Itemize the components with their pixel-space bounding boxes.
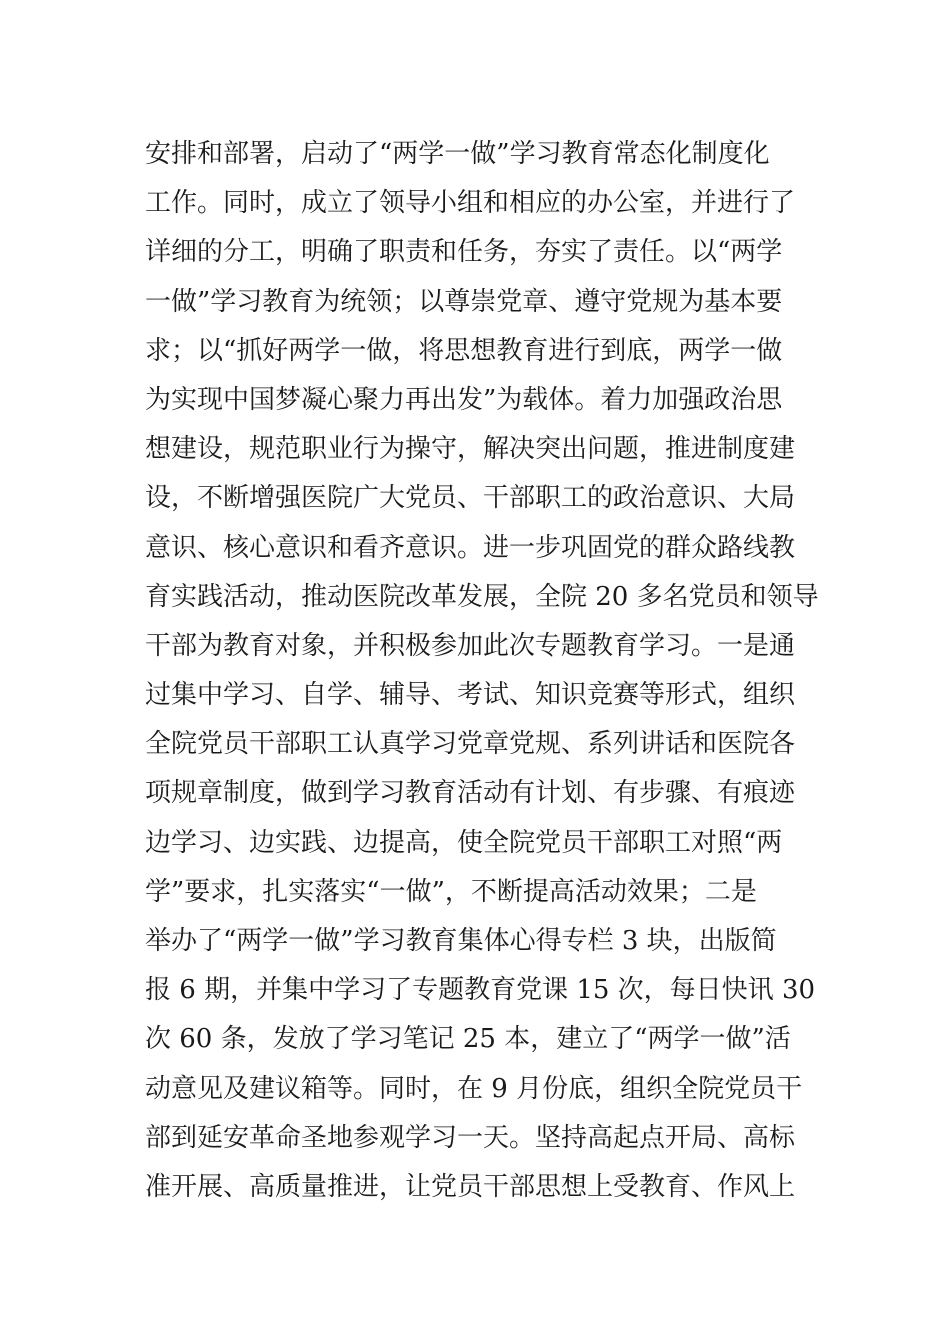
text-line-2: 工作。同时，成立了领导小组和相应的办公室，并进行了 [145,188,796,219]
text-line-7: 想建设，规范职业行为操守，解决突出问题，推进制度建 [145,434,796,465]
text-line-19: 次 60 条，发放了学习笔记 25 本，建立了“两学一做”活 [145,1024,791,1055]
text-line-1: 安排和部署，启动了“两学一做”学习教育常态化制度化 [145,139,770,169]
text-line-14: 项规章制度，做到学习教育活动有计划、有步骤、有痕迹 [145,778,796,809]
text-line-16: 学”要求，扎实落实“一做”，不断提高活动效果；二是 [145,876,757,907]
text-line-18: 报 6 期，并集中学习了专题教育党课 15 次，每日快讯 30 [145,975,816,1006]
text-line-8: 设，不断增强医院广大党员、干部职工的政治意识、大局 [145,483,796,514]
text-line-5: 求；以“抓好两学一做，将思想教育进行到底，两学一做 [145,335,783,366]
text-line-4: 一做”学习教育为统领；以尊崇党章、遵守党规为基本要 [145,286,783,317]
text-line-20: 动意见及建议箱等。同时，在 9 月份底，组织全院党员干 [145,1073,803,1104]
text-line-12: 过集中学习、自学、辅导、考试、知识竞赛等形式，组织 [145,680,796,711]
text-line-15: 边学习、边实践、边提高，使全院党员干部职工对照“两 [145,827,783,858]
text-line-11: 干部为教育对象，并积极参加此次专题教育学习。一是通 [145,630,796,661]
text-line-22: 准开展、高质量推进，让党员干部思想上受教育、作风上 [145,1171,796,1202]
body-paragraph [145,130,819,1212]
text-line-10: 育实践活动，推动医院改革发展，全院 20 多名党员和领导 [145,581,819,612]
text-line-9: 意识、核心意识和看齐意识。进一步巩固党的群众路线教 [145,532,796,563]
text-line-6: 为实现中国梦凝心聚力再出发”为载体。着力加强政治思 [145,384,783,415]
text-line-13: 全院党员干部职工认真学习党章党规、系列讲话和医院各 [145,729,796,760]
text-line-21: 部到延安革命圣地参观学习一天。坚持高起点开局、高标 [145,1122,796,1153]
text-line-3: 详细的分工，明确了职责和任务，夯实了责任。以“两学 [145,237,783,268]
text-line-17: 举办了“两学一做”学习教育集体心得专栏 3 块，出版简 [145,926,777,956]
